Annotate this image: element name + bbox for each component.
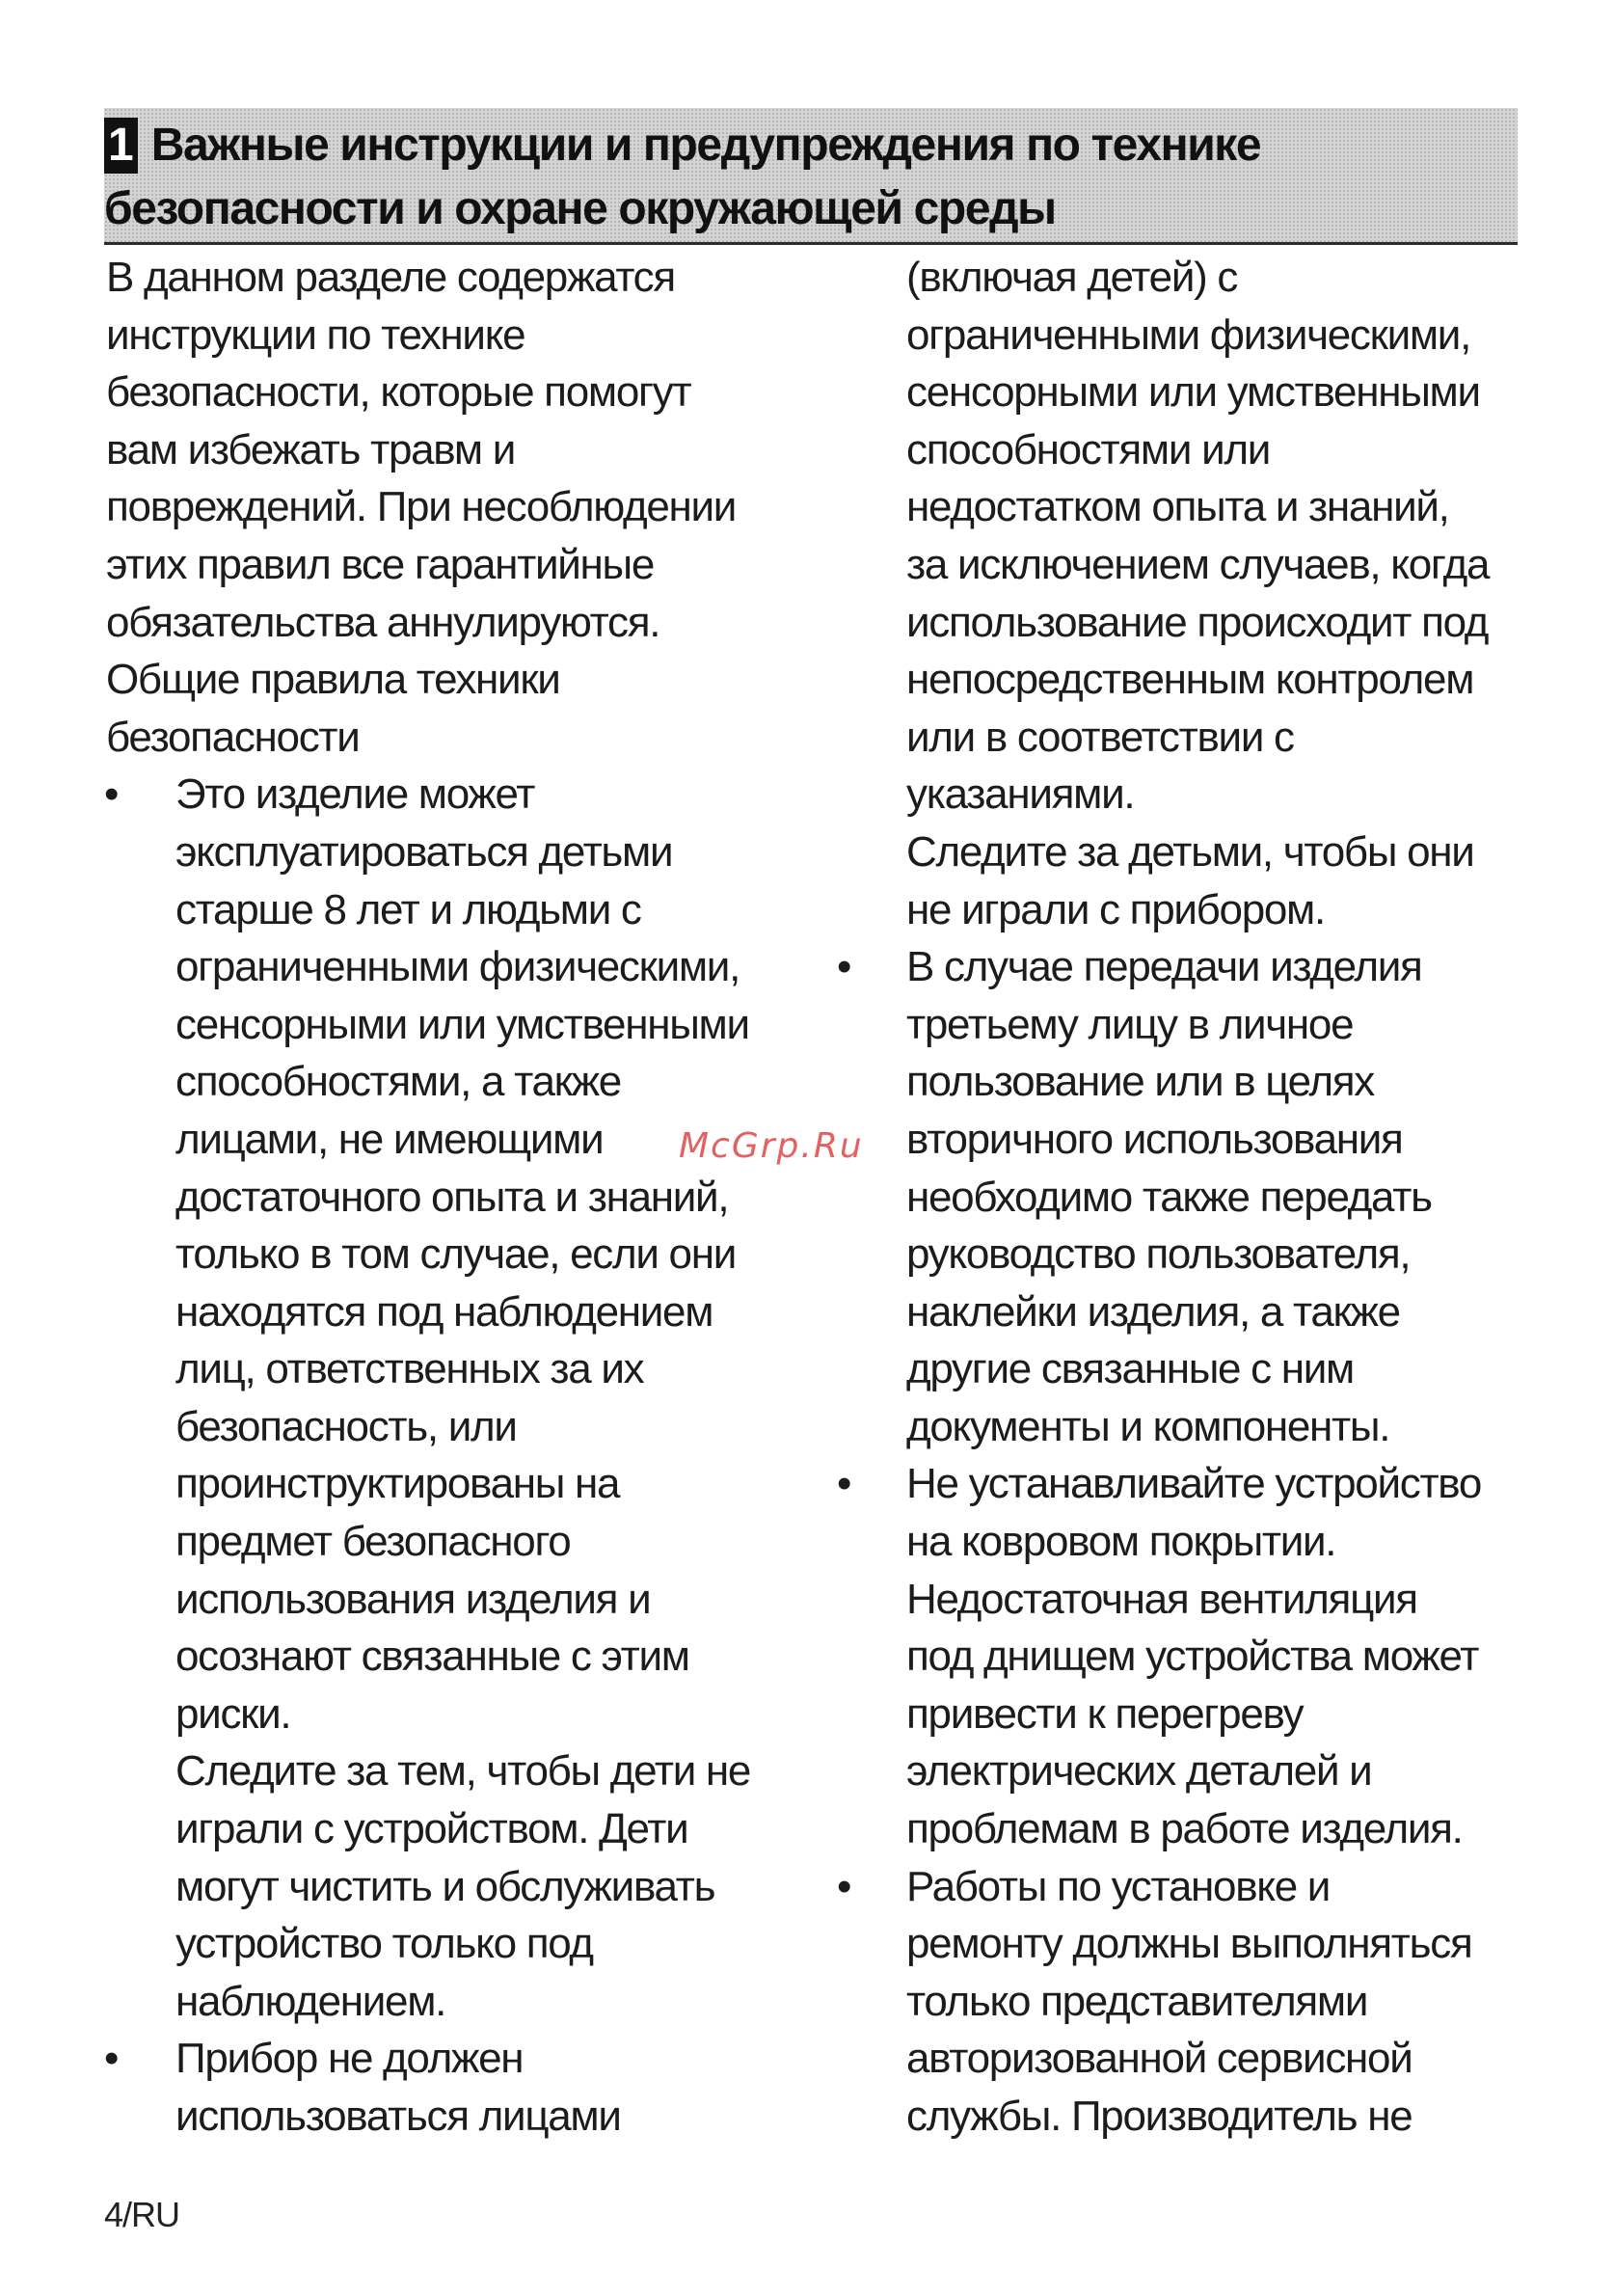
text-line: Не устанавливайте устройство <box>906 1460 1482 1508</box>
text-line: или в соответствии с <box>906 713 1294 761</box>
bullet-marker: • <box>104 2035 119 2083</box>
text-line: Прибор не должен <box>175 2035 524 2083</box>
subheading-general-safety <box>106 651 800 766</box>
section-title <box>104 114 1358 241</box>
bullet-marker: • <box>104 770 119 819</box>
text-line: инструкции по технике <box>106 311 525 359</box>
text-line: пользование или в целях <box>906 1058 1374 1106</box>
text-line: обязательства аннулируются. <box>106 598 660 646</box>
text-line: осознают связанные с этим <box>175 1633 689 1681</box>
text-line: риски. <box>175 1689 291 1738</box>
text-line: могут чистить и обслуживать <box>175 1862 715 1910</box>
text-line: Следите за тем, чтобы дети не <box>175 1747 751 1796</box>
text-line: недостатком опыта и знаний, <box>906 483 1449 531</box>
text-line: другие связанные с ним <box>906 1345 1354 1393</box>
text-line: ограниченными физическими, <box>175 943 740 991</box>
text-line: находятся под наблюдением <box>175 1287 713 1336</box>
text-line: лицами, не имеющими <box>175 1115 604 1163</box>
text-line: Общие правила техники <box>106 656 560 704</box>
text-line: под днищем устройства может <box>906 1633 1479 1681</box>
text-line: предмет безопасного <box>175 1518 571 1566</box>
text-line: электрических деталей и <box>906 1747 1372 1796</box>
text-line: вторичного использования <box>906 1115 1403 1163</box>
bullet-marker: • <box>837 1862 851 1910</box>
text-line: играли с устройством. Дети <box>175 1805 688 1853</box>
text-line: на ковровом покрытии. <box>906 1518 1336 1566</box>
page-number: 4/RU <box>104 2195 180 2234</box>
safety-bullet-list <box>106 766 800 2145</box>
list-item <box>837 938 1523 1455</box>
text-line: способностями, а также <box>175 1058 621 1106</box>
text-line: руководство пользователя, <box>906 1230 1411 1279</box>
text-line: этих правил все гарантийные <box>106 540 655 588</box>
text-line: за исключением случаев, когда <box>906 540 1490 588</box>
text-line: лиц, ответственных за их <box>175 1345 644 1393</box>
text-line: только представителями <box>906 1977 1368 2025</box>
list-item <box>837 1858 1523 2146</box>
list-item <box>837 1455 1523 1857</box>
text-line: непосредственным контролем <box>906 656 1474 704</box>
section-title-line-2: безопасности и охране окружающей среды <box>104 183 1056 234</box>
text-line: не играли с прибором. <box>906 885 1325 933</box>
text-line: эксплуатироваться детьми <box>175 827 673 876</box>
text-line: устройство только под <box>175 1920 593 1968</box>
text-line: сенсорными или умственными <box>906 368 1480 417</box>
intro-paragraph <box>106 249 800 651</box>
section-title-line-1: Важные инструкции и предупреждения по технике <box>150 120 1261 171</box>
text-line: ремонту должны выполняться <box>906 1920 1472 1968</box>
text-line: Недостаточная вентиляция <box>906 1575 1417 1623</box>
text-line: вам избежать травм и <box>106 425 516 473</box>
text-line: использования изделия и <box>175 1575 651 1623</box>
text-line: безопасность, или <box>175 1402 517 1450</box>
text-line: достаточного опыта и знаний, <box>175 1173 729 1221</box>
text-line: безопасности, которые помогут <box>106 368 691 417</box>
text-line: Это изделие может <box>175 770 535 819</box>
text-line: авторизованной сервисной <box>906 2035 1412 2083</box>
text-line: наклейки изделия, а также <box>906 1287 1400 1336</box>
text-line: использоваться лицами <box>175 2093 621 2140</box>
right-column <box>837 249 1523 2146</box>
text-line: способностями или <box>906 425 1270 473</box>
left-column <box>106 249 800 2146</box>
bullet-marker: • <box>837 1460 851 1508</box>
continuation-paragraph <box>906 249 1523 938</box>
section-number: 1 <box>104 118 138 174</box>
text-line: третьему лицу в личное <box>906 1000 1354 1048</box>
list-item <box>106 766 800 2030</box>
text-line: (включая детей) с <box>906 254 1238 301</box>
text-line: наблюдением. <box>175 1977 446 2025</box>
text-line: В данном разделе содержатся <box>106 254 675 301</box>
text-line: ограниченными физическими, <box>906 311 1471 359</box>
bullet-marker: • <box>837 943 851 991</box>
text-line: проблемам в работе изделия. <box>906 1805 1463 1853</box>
text-line: В случае передачи изделия <box>906 943 1422 991</box>
text-line: безопасности <box>106 713 360 761</box>
text-line: документы и компоненты. <box>906 1402 1390 1450</box>
text-line: службы. Производитель не <box>906 2093 1412 2140</box>
text-line: повреждений. При несоблюдении <box>106 483 737 531</box>
text-line: Следите за детьми, чтобы они <box>906 827 1474 876</box>
list-item <box>106 2030 800 2145</box>
text-line: необходимо также передать <box>906 1173 1432 1221</box>
text-line: сенсорными или умственными <box>175 1000 749 1048</box>
text-line: Работы по установке и <box>906 1862 1331 1910</box>
text-line: привести к перегреву <box>906 1689 1304 1738</box>
text-line: использование происходит под <box>906 598 1489 646</box>
text-line: указаниями. <box>906 770 1135 819</box>
safety-bullet-list-continued <box>837 938 1523 2145</box>
watermark: McGrp.Ru <box>679 1126 864 1166</box>
text-line: старше 8 лет и людьми с <box>175 885 641 933</box>
text-line: проинструктированы на <box>175 1460 620 1508</box>
text-line: только в том случае, если они <box>175 1230 736 1279</box>
